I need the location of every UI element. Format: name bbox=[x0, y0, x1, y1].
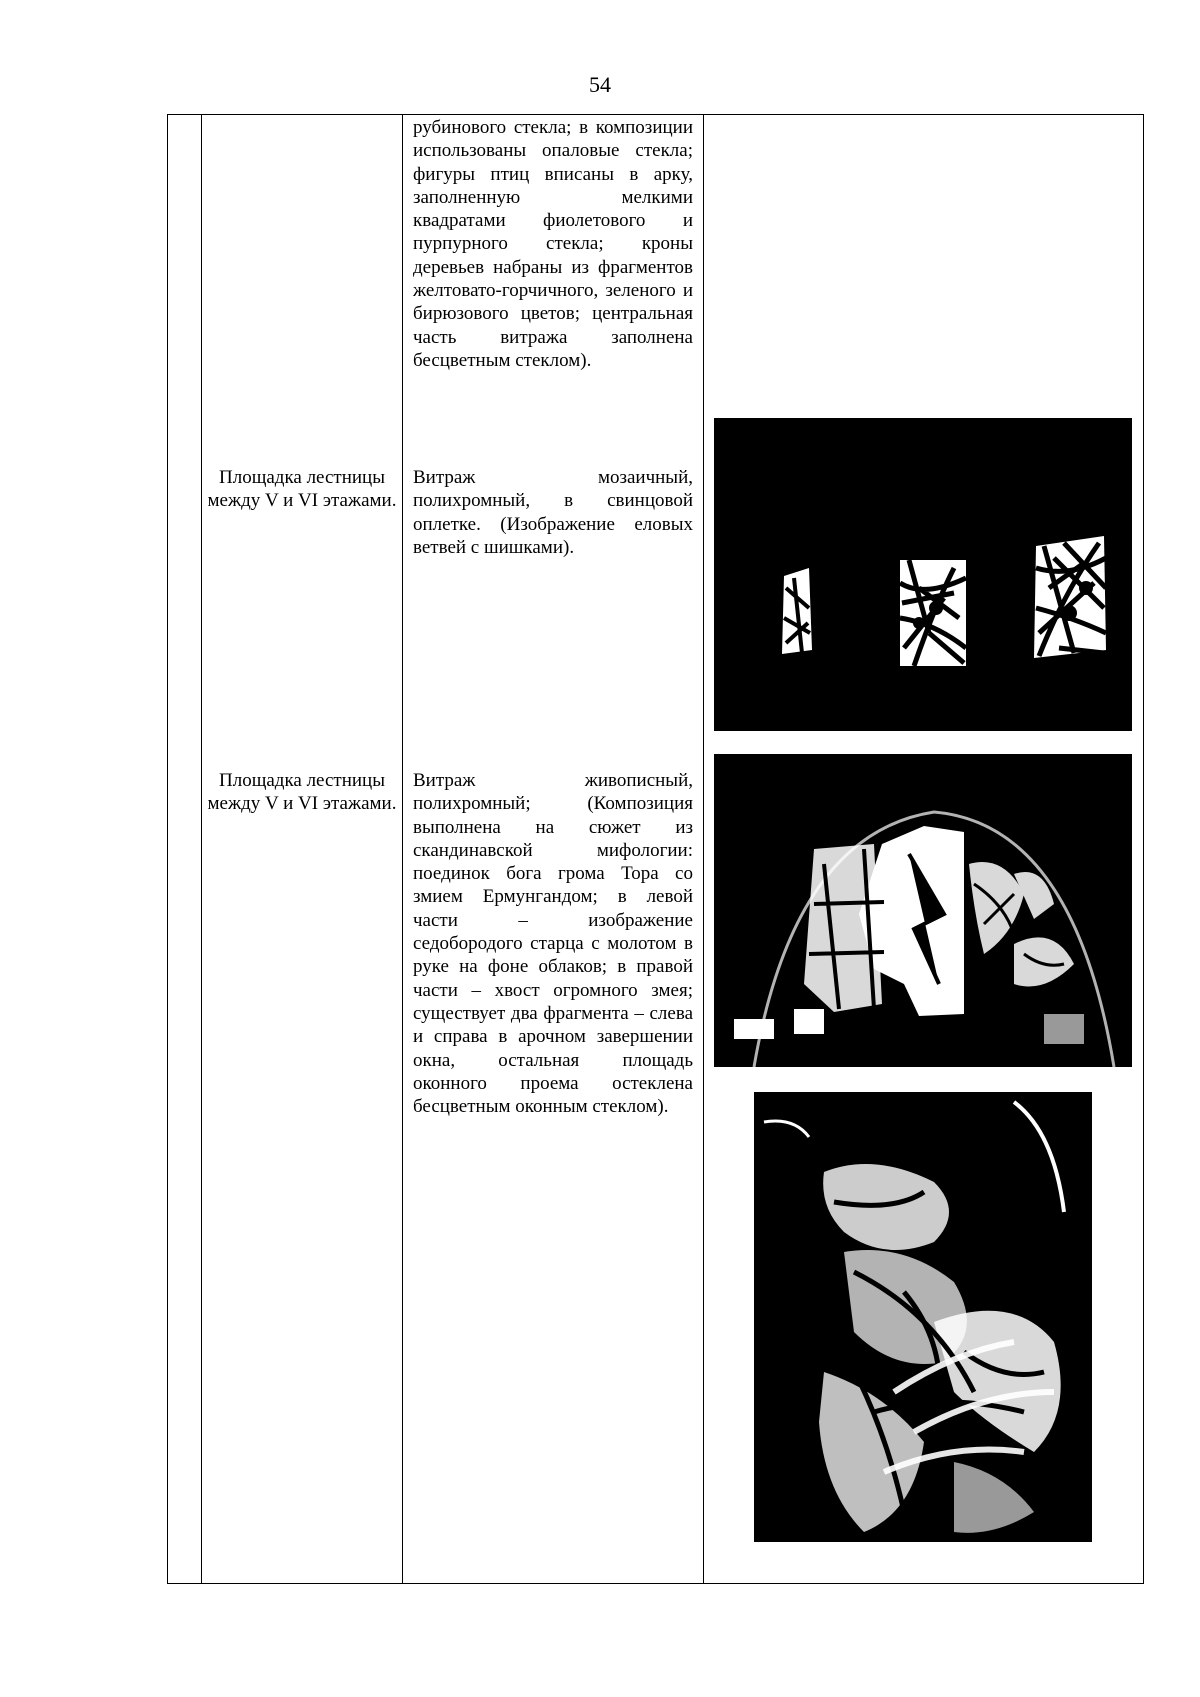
row-2-location: Площадка лестницы между V и VI этажами. bbox=[207, 467, 397, 512]
stained-glass-fragment-image bbox=[754, 1092, 1092, 1542]
page-number: 54 bbox=[589, 72, 611, 97]
spruce-windows-image bbox=[714, 418, 1132, 731]
row-3-description: Витраж живописный, полихромный; (Композиция выполнена на сюжет из скандинавской мифологии: поединок бога грома Тора со змием Ермунгандом; в левой части – изображение седобородого старца с молотом в руке на фоне облаков; в правой части – хвост огромного змея; существует два фрагмента – слева и справа в арочном завершении окна, остальная площадь оконного проема остеклена бесцветным оконным стеклом). bbox=[413, 770, 693, 1118]
photo-spruce-branches-windows bbox=[714, 418, 1132, 731]
arched-window-image bbox=[714, 754, 1132, 1067]
row-3-location: Площадка лестницы между V и VI этажами. bbox=[207, 770, 397, 815]
column-divider bbox=[201, 114, 202, 1584]
row-2-description: Витраж мозаичный, полихромный, в свинцовой оплетке. (Изображение еловых ветвей с шишками). bbox=[413, 467, 693, 558]
photo-stained-glass-fragment bbox=[754, 1092, 1092, 1542]
column-divider bbox=[703, 114, 704, 1584]
photo-arched-window-thor bbox=[714, 754, 1132, 1067]
row-1-description: рубинового стекла; в композиции использованы опаловые стекла; фигуры птиц вписаны в арку, заполненную мелкими квадратами фиолетового и пурпурного стекла; кроны деревьев набраны из фрагментов желтовато-горчичного, зеленого и бирюзового цветов; центральная часть витража заполнена бесцветным стеклом). bbox=[413, 117, 693, 371]
column-divider bbox=[402, 114, 403, 1584]
